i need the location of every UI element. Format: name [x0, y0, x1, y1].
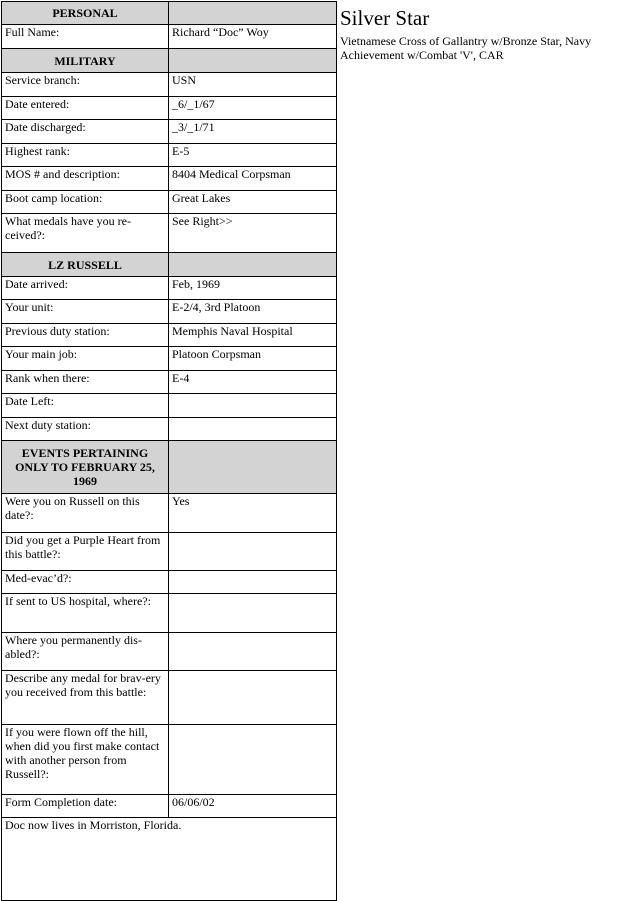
- field-value: _3/_1/71: [169, 120, 337, 144]
- section-header-military: [2, 49, 337, 73]
- field-label: If sent to US hospital, where?:: [2, 594, 169, 633]
- field-value: _6/_1/67: [169, 97, 337, 120]
- field-label: Where you permanently dis-abled?:: [2, 633, 169, 671]
- field-value: [169, 571, 337, 594]
- form-row: [2, 394, 337, 418]
- field-label: MOS # and description:: [2, 167, 169, 191]
- section-title: LZ RUSSELL: [2, 253, 169, 277]
- field-label: Were you on Russell on this date?:: [2, 494, 169, 533]
- form-row: [2, 725, 337, 795]
- field-value: Richard “Doc” Woy: [169, 25, 337, 49]
- field-value: See Right>>: [169, 214, 337, 253]
- form-row: [2, 300, 337, 324]
- field-label: Full Name:: [2, 25, 169, 49]
- field-value: E-2/4, 3rd Platoon: [169, 300, 337, 324]
- field-label: Service branch:: [2, 73, 169, 97]
- field-label: Date arrived:: [2, 277, 169, 300]
- field-label: Previous duty station:: [2, 324, 169, 347]
- field-value: [169, 533, 337, 571]
- form-row: [2, 191, 337, 214]
- form-row: [2, 418, 337, 441]
- form-row: [2, 167, 337, 191]
- notes-text: Doc now lives in Morriston, Florida.: [2, 818, 337, 901]
- field-value: USN: [169, 73, 337, 97]
- section-title: EVENTS PERTAINING ONLY TO FEBRUARY 25, 1969: [2, 441, 169, 494]
- form-row: [2, 571, 337, 594]
- field-value: E-4: [169, 371, 337, 394]
- field-value: E-5: [169, 144, 337, 167]
- field-label: Date Left:: [2, 394, 169, 418]
- field-label: Boot camp location:: [2, 191, 169, 214]
- section-title: PERSONAL: [2, 2, 169, 25]
- form-row: [2, 795, 337, 818]
- form-row: [2, 594, 337, 633]
- form-row: [2, 25, 337, 49]
- medals-panel: [340, 6, 636, 62]
- form-row: [2, 533, 337, 571]
- form-row: [2, 347, 337, 371]
- field-value: [169, 594, 337, 633]
- field-value: [169, 671, 337, 725]
- field-label: What medals have you re-ceived?:: [2, 214, 169, 253]
- field-value: 06/06/02: [169, 795, 337, 818]
- form-row: [2, 494, 337, 533]
- form-row: [2, 324, 337, 347]
- field-label: Form Completion date:: [2, 795, 169, 818]
- field-label: Describe any medal for brav-ery you received from this battle:: [2, 671, 169, 725]
- section-header-events: [2, 441, 337, 494]
- form-row: [2, 97, 337, 120]
- field-label: Date discharged:: [2, 120, 169, 144]
- section-title: MILITARY: [2, 49, 169, 73]
- field-label: Your unit:: [2, 300, 169, 324]
- form-row: [2, 671, 337, 725]
- form-row: [2, 73, 337, 97]
- medal-title: Silver Star: [340, 6, 430, 30]
- medals-list: Vietnamese Cross of Gallantry w/Bronze Star, Navy Achievement w/Combat 'V', CAR: [340, 34, 592, 62]
- field-label: Rank when there:: [2, 371, 169, 394]
- field-value: Yes: [169, 494, 337, 533]
- form-row: [2, 633, 337, 671]
- field-label: Your main job:: [2, 347, 169, 371]
- form-row: [2, 277, 337, 300]
- field-value: Feb, 1969: [169, 277, 337, 300]
- field-value: 8404 Medical Corpsman: [169, 167, 337, 191]
- form-row: [2, 144, 337, 167]
- field-value: [169, 394, 337, 418]
- field-label: Date entered:: [2, 97, 169, 120]
- section-header-lz-russell: [2, 253, 337, 277]
- form-row: [2, 371, 337, 394]
- form-row: [2, 120, 337, 144]
- veteran-form-table: [1, 1, 337, 901]
- field-label: Next duty station:: [2, 418, 169, 441]
- field-label: Did you get a Purple Heart from this battle?:: [2, 533, 169, 571]
- field-label: If you were flown off the hill, when did you first make contact with another person from Russell?:: [2, 725, 169, 795]
- field-value: Great Lakes: [169, 191, 337, 214]
- field-label: Highest rank:: [2, 144, 169, 167]
- form-row: [2, 214, 337, 253]
- field-label: Med-evac’d?:: [2, 571, 169, 594]
- field-value: Platoon Corpsman: [169, 347, 337, 371]
- field-value: [169, 418, 337, 441]
- section-header-personal: [2, 2, 337, 25]
- field-value: [169, 633, 337, 671]
- field-value: Memphis Naval Hospital: [169, 324, 337, 347]
- notes-row: [2, 818, 337, 901]
- field-value: [169, 725, 337, 795]
